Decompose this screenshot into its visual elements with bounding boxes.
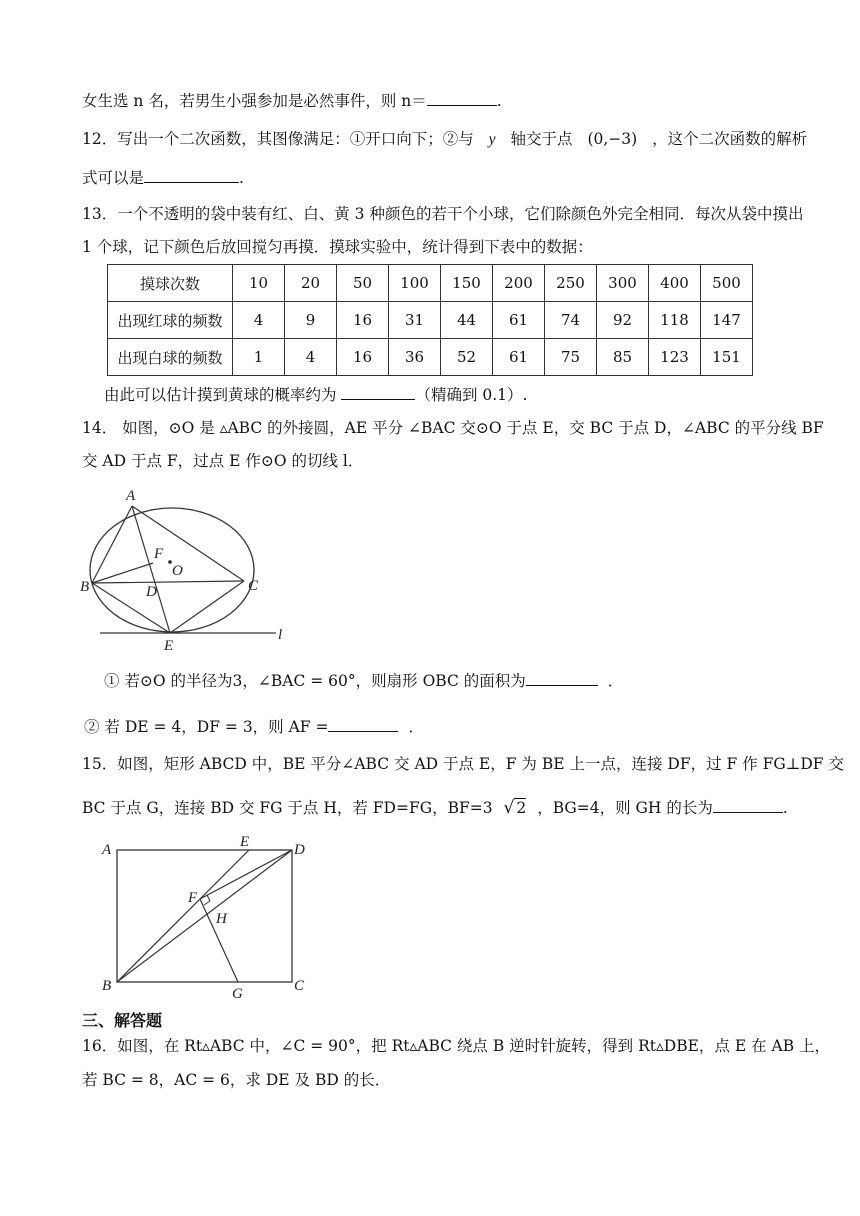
circle-figure	[80, 484, 300, 656]
label-d: D	[294, 842, 305, 858]
label-d: D	[146, 584, 157, 600]
q16-line1: 16．如图，在 Rt▵ABC 中，∠C = 90°，把 Rt▵ABC 绕点 B 逆时针旋转，得到 Rt▵DBE，点 E 在 AB 上，	[82, 1037, 831, 1055]
rectangle-figure	[96, 830, 316, 1002]
segment-bc	[92, 581, 244, 583]
label-f: F	[154, 546, 164, 562]
label-e: E	[240, 834, 250, 850]
q11-text: 女生选 n 名，若男生小强参加是必然事件，则 n＝	[82, 92, 427, 110]
q15-line1: 15．如图，矩形 ABCD 中，BE 平分∠ABC 交 AD 于点 E，F 为 BE 上一点，连接 DF，过 F 作 FG⊥DF 交	[82, 755, 844, 773]
label-f: F	[188, 890, 198, 906]
q14-line1: 14． 如图，⊙O 是 ▵ABC 的外接圆，AE 平分 ∠BAC 交⊙O 于点 E，交 BC 于点 D，∠ABC 的平分线 BF	[82, 419, 824, 437]
q14-sub2-blank[interactable]	[328, 716, 398, 732]
frequency-table	[107, 264, 753, 376]
q13-after-line: 由此可以估计摸到黄球的概率约为 （精确到 0.1）.	[104, 386, 528, 404]
q12-var-y: y	[488, 131, 496, 148]
q15-answer-blank[interactable]	[713, 797, 783, 813]
sqrt-two: √ 2	[503, 798, 527, 818]
label-h: H	[216, 911, 227, 927]
label-b: B	[80, 579, 90, 595]
segment-be	[92, 583, 170, 633]
table-row: 摸球次数 10 20 50 100 150 200 250 300 400 500	[108, 265, 753, 302]
segment-ce	[170, 581, 244, 633]
label-a: A	[126, 488, 136, 504]
q14-sub1-blank[interactable]	[526, 670, 598, 686]
table-row: 出现白球的频数 1 4 16 36 52 61 75 85 123 151	[108, 339, 753, 376]
label-e: E	[164, 638, 174, 654]
segment-bd	[117, 850, 292, 982]
label-g: G	[232, 986, 243, 1002]
q11-line: 女生选 n 名，若男生小强参加是必然事件，则 n＝ .	[82, 92, 502, 110]
q14-line2: 交 AD 于点 F，过点 E 作⊙O 的切线 l．	[82, 452, 364, 470]
q12-line1: 12．写出一个二次函数，其图像满足：①开口向下；②与 y 轴交于点 (0,−3) ，这个二次函数的解析	[82, 130, 808, 148]
q12-answer-blank[interactable]	[144, 167, 239, 183]
q16-line2: 若 BC = 8，AC = 6，求 DE 及 BD 的长．	[82, 1071, 391, 1089]
label-a: A	[102, 842, 112, 858]
q13-line1: 13．一个不透明的袋中装有红、白、黄 3 种颜色的若干个小球，它们除颜色外完全相同．每次从袋中摸出	[82, 205, 804, 223]
section-heading: 三、解答题	[82, 1011, 163, 1030]
q14-sub1: ① 若⊙O 的半径为3，∠BAC = 60°，则扇形 OBC 的面积为 ．	[104, 672, 624, 690]
q11-answer-blank[interactable]	[427, 90, 497, 106]
label-b: B	[102, 978, 112, 994]
q12-point: (0,−3)	[587, 130, 638, 148]
segment-df	[200, 850, 292, 899]
label-o: O	[172, 563, 183, 579]
q13-answer-blank[interactable]	[341, 384, 415, 400]
segment-ac	[132, 506, 244, 581]
label-c: C	[294, 978, 305, 994]
q15-line2: BC 于点 G，连接 BD 交 FG 于点 H，若 FD=FG，BF=3 √ 2 ，BG=4，则 GH 的长为 .	[82, 798, 788, 818]
label-c: C	[248, 578, 259, 594]
segment-ae	[132, 506, 170, 633]
q13-line2: 1 个球，记下颜色后放回搅匀再摸．摸球实验中，统计得到下表中的数据：	[82, 238, 593, 256]
table-row: 出现红球的频数 4 9 16 31 44 61 74 92 118 147	[108, 302, 753, 339]
label-l: l	[278, 627, 283, 643]
q14-sub2: ② 若 DE = 4，DF = 3，则 AF = ．	[84, 718, 424, 736]
q12-line2: 式可以是 .	[82, 169, 244, 187]
